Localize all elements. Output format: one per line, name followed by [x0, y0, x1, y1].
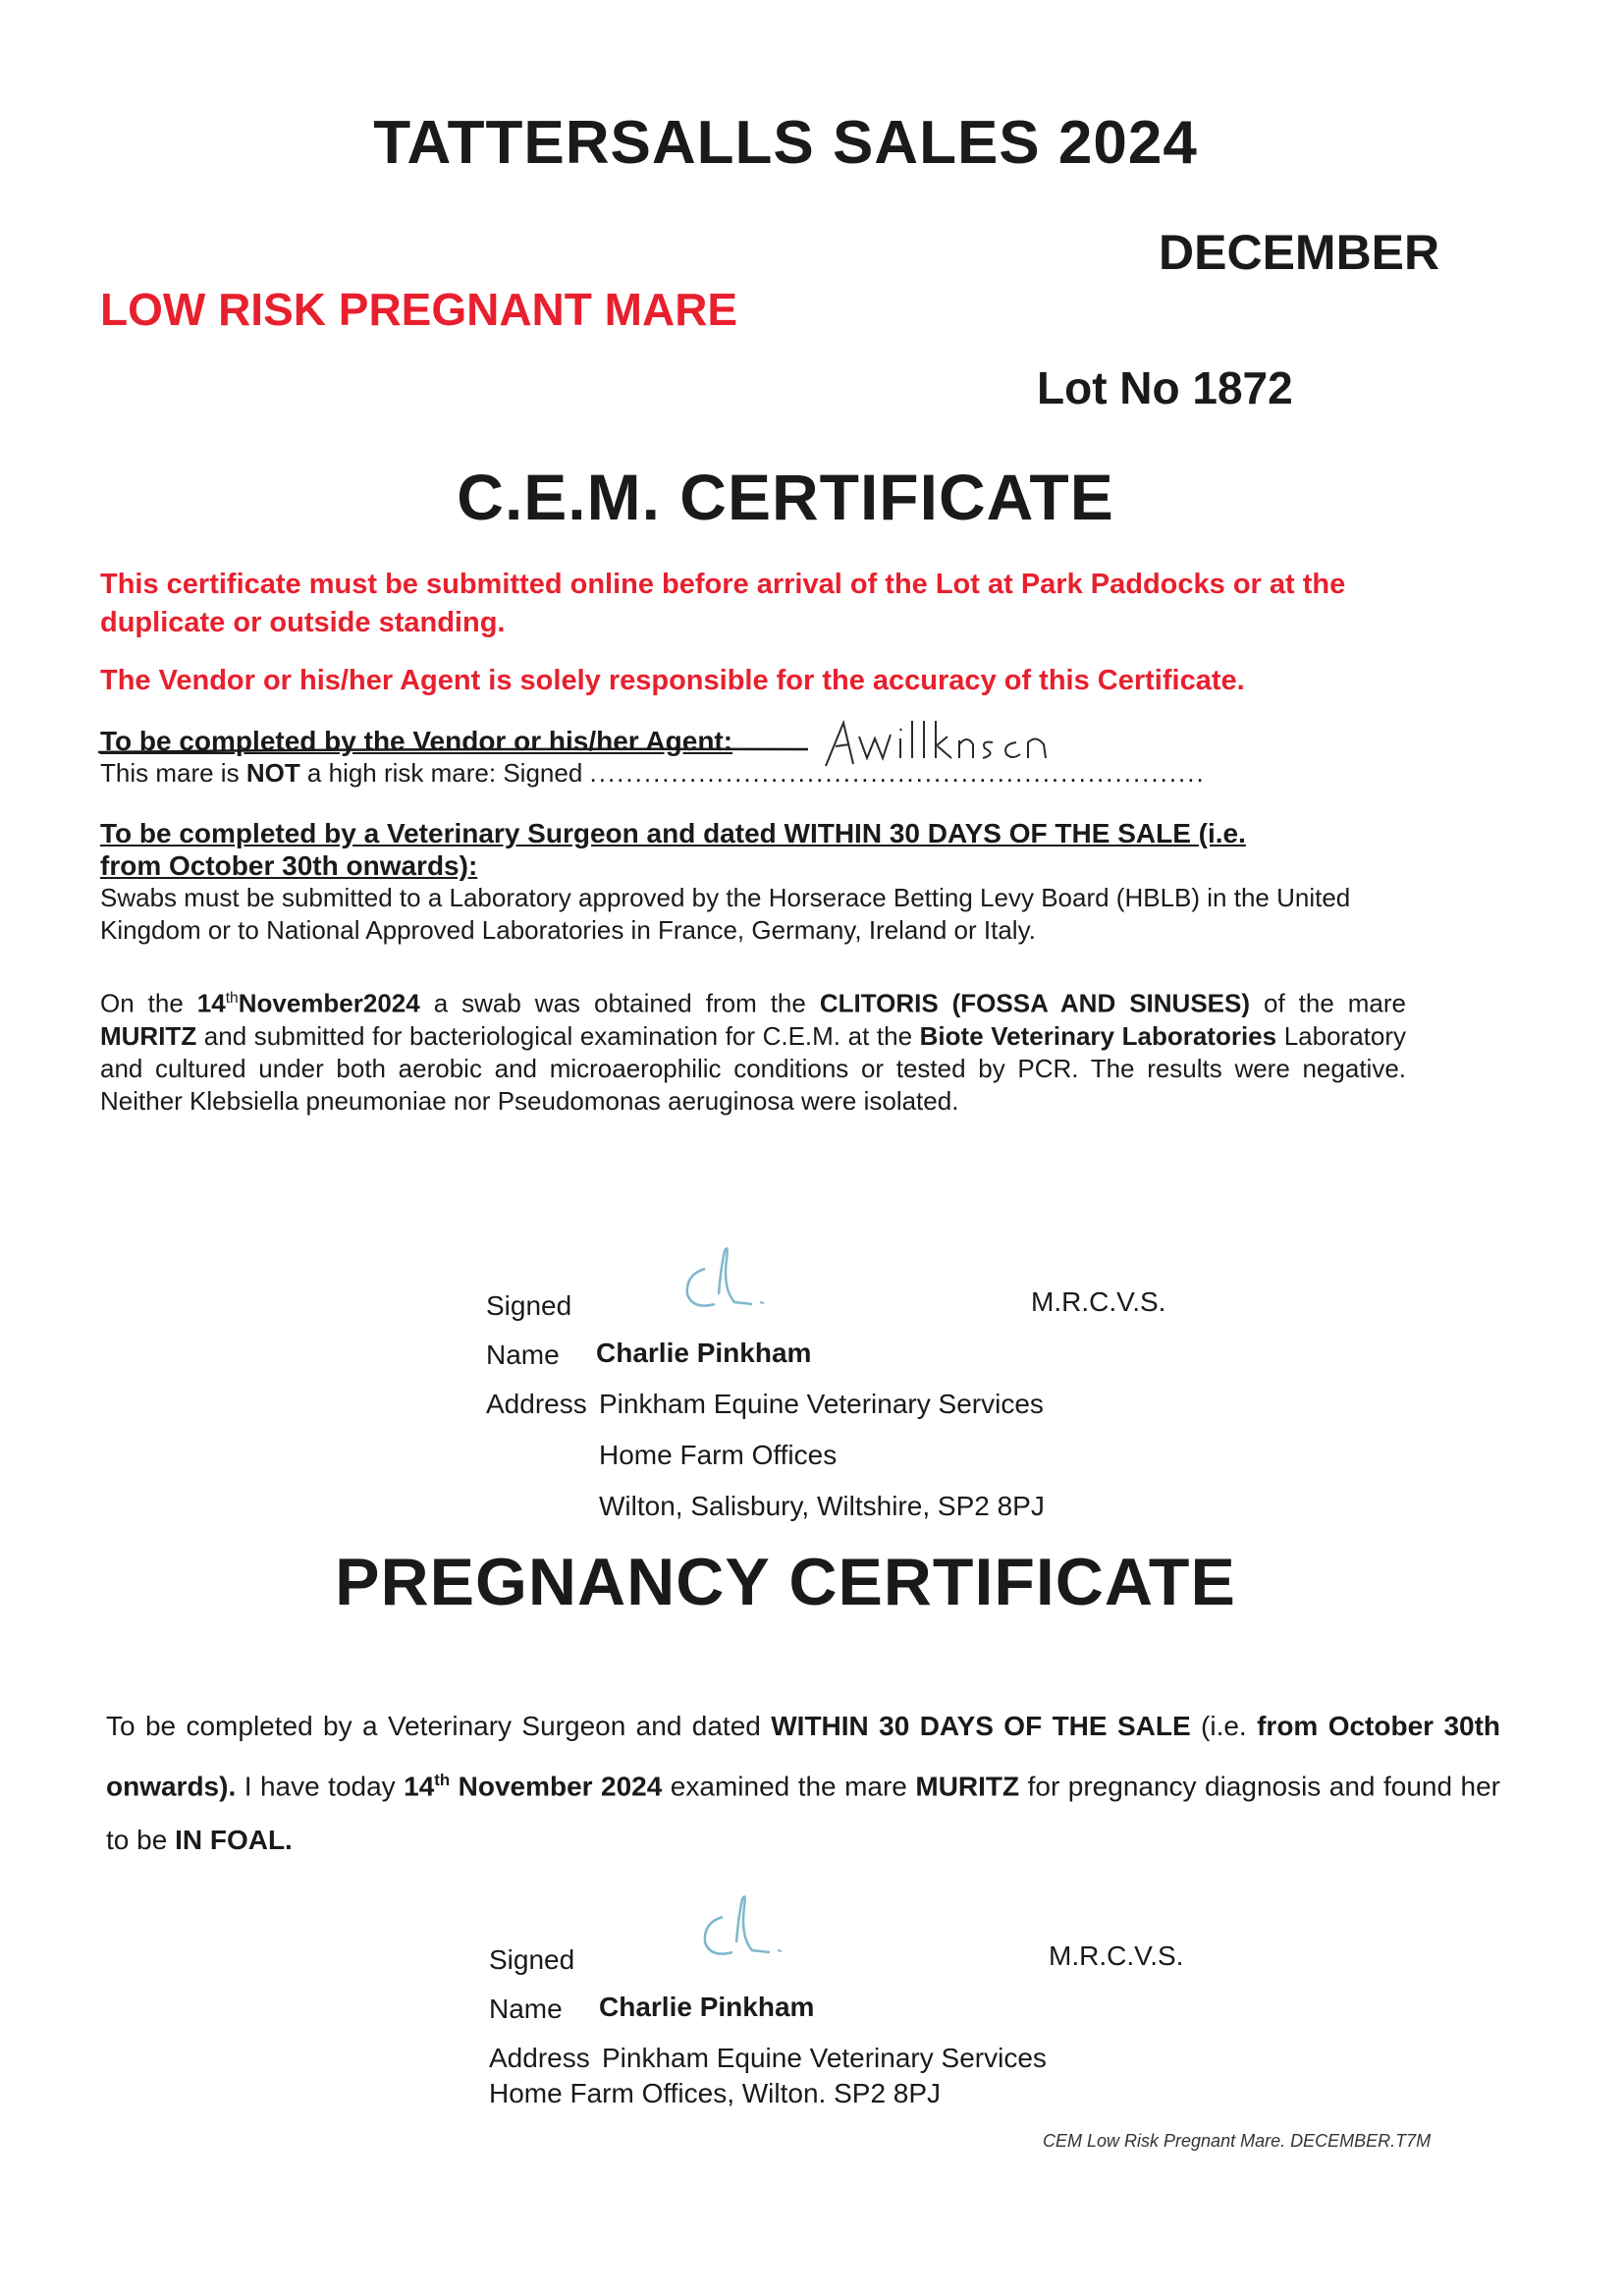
vet-heading-line-1: To be completed by a Veterinary Surgeon and dated WITHIN 30 DAYS OF THE SALE (i.e.: [100, 818, 1246, 848]
laboratory-requirement: Swabs must be submitted to a Laboratory approved by the Horserace Betting Levy Board (HBLB) in the United Kingdom or to National Approved Laboratories in France, Germany, Ireland or Italy.: [100, 883, 1351, 945]
vendor-line-not: NOT: [245, 758, 300, 788]
mare-name: MURITZ: [915, 1771, 1020, 1802]
swab-day-suffix: th: [225, 990, 239, 1007]
pregnancy-text: examined the mare: [662, 1771, 916, 1802]
address-line-1: Pinkham Equine Veterinary Services: [599, 1389, 1044, 1419]
address-line-3: Wilton, Salisbury, Wiltshire, SP2 8PJ: [599, 1491, 1045, 1521]
swab-text: of the mare: [1250, 988, 1406, 1018]
swab-day: 14: [196, 988, 226, 1018]
responsibility-notice: The Vendor or his/her Agent is solely responsible for the accuracy of this Certificate.: [100, 665, 1245, 696]
address-line-2: Home Farm Offices, Wilton. SP2 8PJ: [489, 2078, 942, 2108]
vet-signature: [676, 1239, 793, 1318]
address-label: Address: [489, 2043, 590, 2073]
exam-day: 14: [404, 1771, 435, 1802]
signed-label: Signed: [486, 1290, 572, 1321]
mare-category: LOW RISK PREGNANT MARE: [100, 284, 738, 335]
deadline: WITHIN 30 DAYS OF THE SALE: [771, 1711, 1191, 1741]
qualification: M.R.C.V.S.: [1049, 1940, 1184, 1971]
pregnancy-text: (i.e.: [1190, 1711, 1258, 1741]
pregnancy-result: IN FOAL.: [175, 1825, 293, 1856]
cem-certificate-title: C.E.M. CERTIFICATE: [457, 461, 1114, 533]
mare-name: MURITZ: [100, 1020, 197, 1051]
submission-notice: This certificate must be submitted online before arrival of the Lot at Park Paddocks or at the duplicate or outside standing.: [100, 569, 1346, 638]
name-label: Name: [489, 1994, 563, 2024]
cem-signature-block: [486, 1286, 1370, 1532]
vet-name: Charlie Pinkham: [596, 1338, 812, 1368]
page-title: TATTERSALLS SALES 2024: [373, 109, 1198, 177]
swab-site: CLITORIS (FOSSA AND SINUSES): [819, 988, 1251, 1018]
swab-text: Laboratory and cultured under both aerobic and microaerophilic conditions or tested by PCR. The results were negative. Neither Klebsiella pneumoniae nor Pseudomonas aeruginosa were isolated.: [100, 1020, 1406, 1116]
pregnancy-text: for pregnancy diagnosis and found her to be: [106, 1771, 1500, 1856]
vet-heading: [100, 817, 1367, 882]
vendor-heading: To be completed by the Vendor or his/her Agent:: [100, 726, 733, 756]
vendor-signature: [820, 715, 1056, 774]
pregnancy-text: To be completed by a Veterinary Surgeon and dated: [106, 1711, 772, 1741]
vendor-line-pre: This mare is: [100, 758, 246, 788]
vendor-declaration: [100, 757, 1377, 790]
address-line-2: Home Farm Offices: [599, 1440, 838, 1470]
lot-number: Lot No 1872: [1037, 362, 1293, 413]
vendor-line-post: a high risk mare: Signed: [299, 758, 590, 788]
laboratory-name: Biote Veterinary Laboratories: [919, 1020, 1277, 1051]
vendor-dots-2: ..................................................: [752, 758, 1206, 788]
vet-heading-line-2: from October 30th onwards):: [100, 850, 478, 881]
pregnancy-certificate-title: PREGNANCY CERTIFICATE: [335, 1545, 1236, 1619]
swab-text: a swab was obtained from the: [419, 988, 820, 1018]
qualification: M.R.C.V.S.: [1031, 1286, 1166, 1317]
vendor-dots-1: ..................: [589, 758, 753, 788]
pregnancy-text: I have today: [236, 1771, 405, 1802]
vet-signature: [693, 1887, 811, 1966]
pregnancy-signature-block: [489, 1940, 1373, 2117]
exam-day-suffix: th: [434, 1771, 451, 1789]
swab-statement: [100, 982, 1406, 1118]
name-label: Name: [486, 1339, 560, 1370]
address-line-1: Pinkham Equine Veterinary Services: [602, 2043, 1047, 2073]
address-label: Address: [486, 1389, 587, 1419]
signed-label: Signed: [489, 1944, 575, 1975]
vet-name: Charlie Pinkham: [599, 1992, 815, 2022]
swab-text: On the: [100, 988, 197, 1018]
date-range: from October 30th onwards).: [106, 1711, 1501, 1802]
footer-reference: CEM Low Risk Pregnant Mare. DECEMBER.T7M: [1043, 2131, 1432, 2151]
swab-date: November2024: [238, 988, 420, 1018]
sale-month: DECEMBER: [1159, 225, 1440, 280]
swab-text: and submitted for bacteriological examination for C.E.M. at the: [196, 1020, 920, 1051]
vendor-signature-underline: [96, 746, 813, 756]
vendor-section: [100, 725, 1377, 790]
exam-date: November 2024: [450, 1771, 663, 1802]
pregnancy-statement: [106, 1699, 1500, 1867]
